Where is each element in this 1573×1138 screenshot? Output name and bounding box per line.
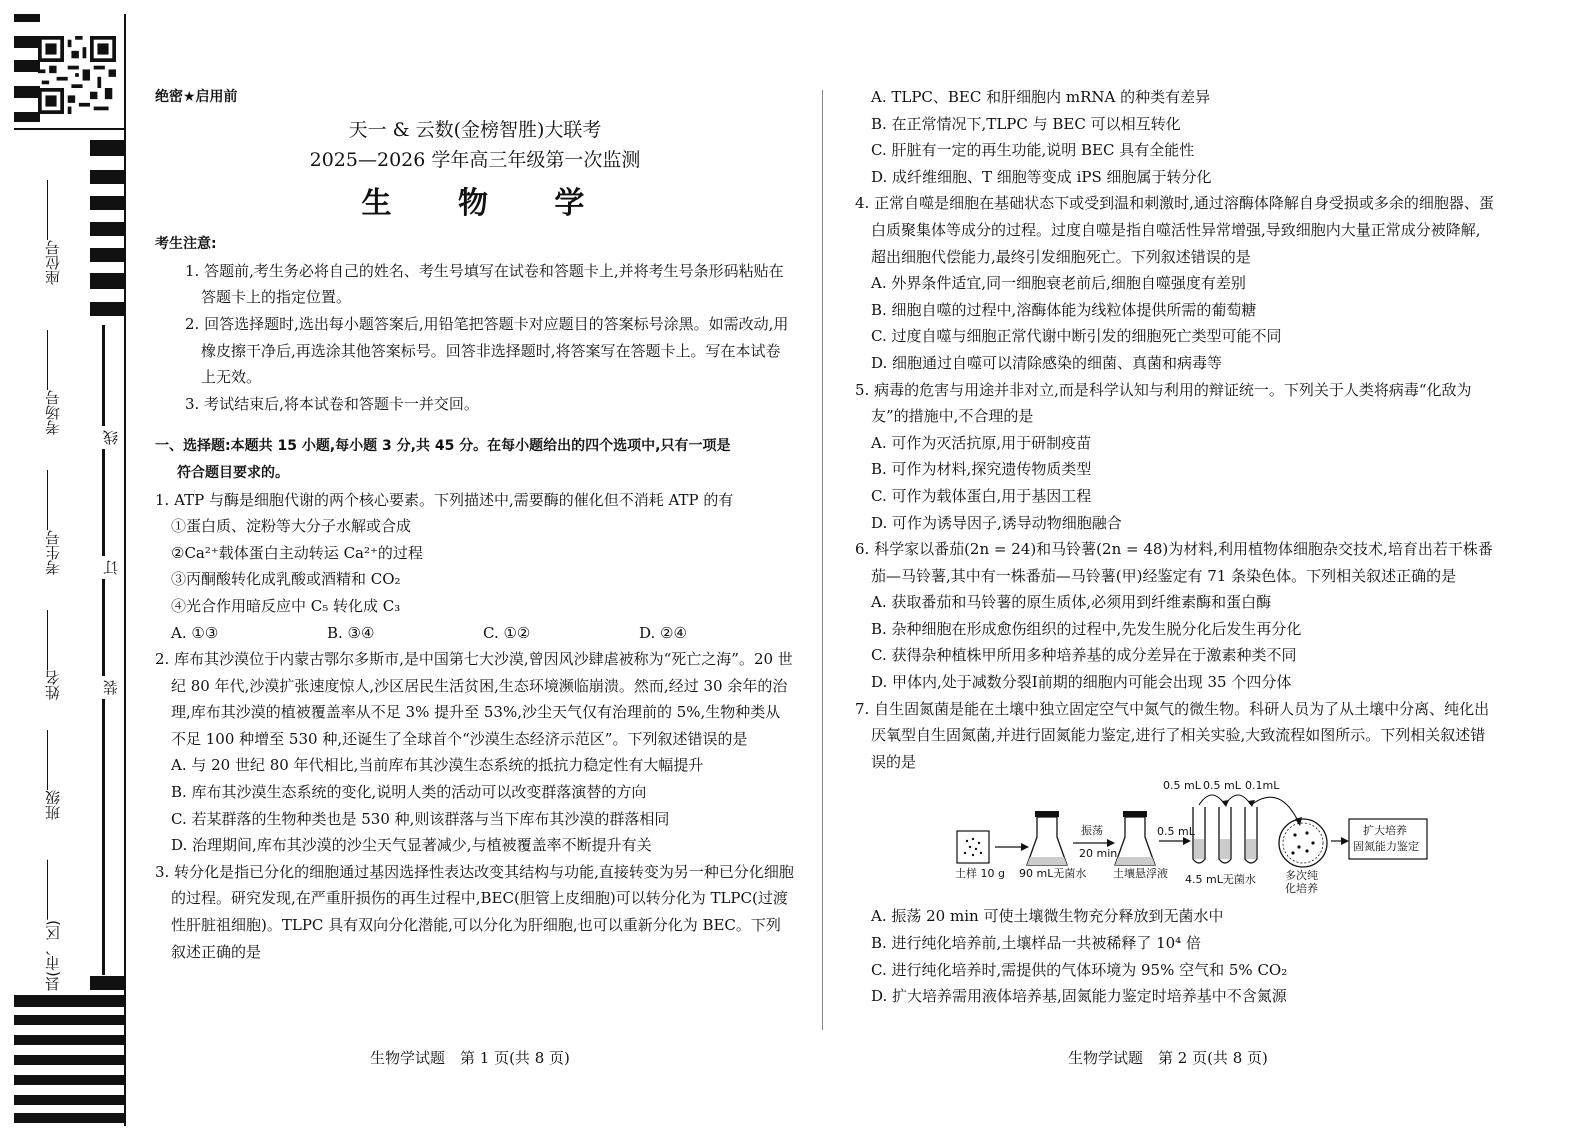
binding-strip bbox=[0, 0, 130, 1138]
notice-item: 2. 回答选择题时,选出每小题答案后,用铅笔把答题卡对应题目的答案标号涂黑。如需改动,用橡皮擦干净后,再选涂其他答案标号。回答非选择题时,将答案写在答题卡上。写在本试卷上无效。 bbox=[185, 314, 789, 387]
question-1 bbox=[155, 487, 795, 647]
question-item: ③丙酮酸转化成乳酸或酒精和 CO₂ bbox=[171, 570, 401, 589]
soil-dots bbox=[964, 838, 982, 856]
label-box-2: 固氮能力鉴定 bbox=[1353, 840, 1419, 854]
option-b: B. 进行纯化培养前,土壤样品一共被稀释了 10⁴ 倍 bbox=[871, 934, 1201, 953]
notice-list bbox=[155, 258, 795, 418]
option-d: D. 甲体内,处于减数分裂Ⅰ前期的细胞内可能会出现 35 个四分体 bbox=[871, 673, 1292, 692]
left-barcode bbox=[14, 14, 40, 144]
bind-mark-xian: 线 bbox=[100, 426, 121, 449]
question-item: ②Ca²⁺载体蛋白主动转运 Ca²⁺的过程 bbox=[171, 543, 423, 562]
label-shake-1: 振荡 bbox=[1081, 824, 1103, 838]
option-d: D. 成纤维细胞、T 细胞等变成 iPS 细胞属于转分化 bbox=[871, 167, 1212, 186]
label-box-1: 扩大培养 bbox=[1363, 824, 1407, 838]
field-name[interactable]: 姓名 bbox=[42, 610, 63, 700]
option-b: B. 可作为材料,探究遗传物质类型 bbox=[871, 460, 1092, 479]
option-d: D. 可作为诱导因子,诱导动物细胞融合 bbox=[871, 513, 1122, 532]
field-candidate-number[interactable]: 考生号 bbox=[42, 470, 63, 575]
exam-name: 2025—2026 学年高三年级第一次监测 bbox=[309, 148, 641, 171]
question-7 bbox=[855, 696, 1495, 1010]
option-b: B. 在正常情况下,TLPC 与 BEC 可以相互转化 bbox=[871, 114, 1181, 133]
label-transfer: 0.5 mL bbox=[1157, 825, 1195, 839]
option-b: B. ③④ bbox=[327, 623, 375, 642]
label-top-vol-1: 0.5 mL bbox=[1163, 779, 1201, 793]
label-dish-1: 多次纯 bbox=[1285, 869, 1318, 883]
bind-mark-ding: 订 bbox=[100, 556, 121, 579]
question-5 bbox=[855, 377, 1495, 537]
option-c: C. 可作为载体蛋白,用于基因工程 bbox=[871, 486, 1092, 505]
option-c: C. 若某群落的生物种类也是 530 种,则该群落与当下库布其沙漠的群落相同 bbox=[171, 809, 670, 828]
notice-item: 1. 答题前,考生务必将自己的姓名、考生号填写在试卷和答题卡上,并将考生号条形码粘贴在答题卡上的指定位置。 bbox=[185, 261, 784, 307]
question-3 bbox=[155, 859, 795, 965]
option-row bbox=[155, 620, 795, 647]
section-heading: 一、选择题:本题共 15 小题,每小题 3 分,共 45 分。在每小题给出的四个选项中,只有一项是 符合题目要求的。 bbox=[155, 438, 731, 481]
question-stem: 2. 库布其沙漠位于内蒙古鄂尔多斯市,是中国第七大沙漠,曾因风沙肆虐被称为“死亡之海”。20 世纪 80 年代,沙漠扩张速度惊人,沙区居民生活贫困,生态环境濒临崩溃。然而,经过 30 余年的治理,库布其沙漠的植被覆盖率从不足 3% 提升至 53%,沙尘天气仅有治理前的 5%,生物种类从不足 100 种增至 530 种,还诞生了全球首个“沙漠生态经济示范区”。下列叙述错误的是 bbox=[155, 650, 793, 748]
question-4 bbox=[855, 190, 1495, 376]
field-county[interactable]: 县(市、区) bbox=[42, 860, 63, 992]
option-c: C. 肝脏有一定的再生功能,说明 BEC 具有全能性 bbox=[871, 141, 1195, 160]
option-a: A. 获取番茄和马铃薯的原生质体,必须用到纤维素酶和蛋白酶 bbox=[871, 593, 1272, 612]
option-c: C. 进行纯化培养时,需提供的气体环境为 95% 空气和 5% CO₂ bbox=[871, 960, 1288, 979]
option-a: A. TLPC、BEC 和肝细胞内 mRNA 的种类有差异 bbox=[871, 88, 1211, 106]
experiment-flow-diagram bbox=[855, 779, 1495, 897]
question-item: ④光合作用暗反应中 C₅ 转化成 C₃ bbox=[171, 596, 401, 615]
subject-title: 生 物 学 bbox=[361, 185, 613, 221]
question-stem: 5. 病毒的危害与用途并非对立,而是科学认知与利用的辩证统一。下列关于人类将病毒“化敌为友”的措施中,不合理的是 bbox=[855, 380, 1472, 426]
option-a: A. 与 20 世纪 80 年代相比,当前库布其沙漠生态系统的抵抗力稳定性有大幅提升 bbox=[171, 756, 704, 775]
label-shake-2: 20 min bbox=[1079, 847, 1118, 861]
label-top-vol-3: 0.1mL bbox=[1245, 779, 1280, 793]
page-2 bbox=[855, 84, 1495, 1010]
page-1-footer: 生物学试题 第 1 页(共 8 页) bbox=[370, 1049, 570, 1067]
option-a: A. 振荡 20 min 可使土壤微生物充分释放到无菌水中 bbox=[871, 907, 1224, 926]
transfer-arrows bbox=[1199, 795, 1299, 823]
option-b: B. 杂种细胞在形成愈伤组织的过程中,先发生脱分化后发生再分化 bbox=[871, 619, 1302, 638]
option-c: C. ①② bbox=[483, 623, 531, 642]
notice-item: 3. 考试结束后,将本试卷和答题卡一并交回。 bbox=[185, 394, 479, 413]
option-d: D. ②④ bbox=[639, 623, 687, 642]
option-d: D. 细胞通过自噬可以清除感染的细菌、真菌和病毒等 bbox=[871, 353, 1223, 372]
option-b: B. 细胞自噬的过程中,溶酶体能为线粒体提供所需的葡萄糖 bbox=[871, 300, 1257, 319]
label-tubes: 4.5 mL无菌水 bbox=[1185, 873, 1256, 887]
label-flask-2: 土壤悬浮液 bbox=[1113, 867, 1168, 881]
option-b: B. 库布其沙漠生态系统的变化,说明人类的活动可以改变群落演替的方向 bbox=[171, 783, 647, 802]
question-stem: 3. 转分化是指已分化的细胞通过基因选择性表达改变其结构与功能,直接转变为另一种已分化细胞的过程。研究发现,在严重肝损伤的再生过程中,BEC(胆管上皮细胞)可以转分化为 TLPC(过渡性肝脏祖细胞)。TLPC 具有双向分化潜能,可以分化为肝细胞,也可以重新分化为 BEC。下列叙述正确的是 bbox=[155, 862, 794, 961]
secret-label: 绝密★启用前 bbox=[155, 89, 238, 105]
option-c: C. 过度自噬与细胞正常代谢中断引发的细胞死亡类型可能不同 bbox=[871, 327, 1282, 346]
petri-dish bbox=[1279, 819, 1327, 867]
page-1 bbox=[155, 84, 795, 965]
option-c: C. 获得杂种植株甲所用多种培养基的成分差异在于激素种类不同 bbox=[871, 646, 1297, 665]
page-2-footer: 生物学试题 第 2 页(共 8 页) bbox=[1068, 1049, 1268, 1067]
option-d: D. 治理期间,库布其沙漠的沙尘天气显著减少,与植被覆盖率不断提升有关 bbox=[171, 836, 652, 855]
question-stem: 7. 自生固氮菌是能在土壤中独立固定空气中氮气的微生物。科研人员为了从土壤中分离、纯化出厌氧型自生固氮菌,并进行固氮能力鉴定,进行了相关实验,大致流程如图所示。下列相关叙述错误的是 bbox=[855, 699, 1490, 771]
question-6 bbox=[855, 536, 1495, 696]
question-stem: 1. ATP 与酶是细胞代谢的两个核心要素。下列描述中,需要酶的催化但不消耗 ATP 的有 bbox=[155, 490, 734, 509]
question-stem: 6. 科学家以番茄(2n = 24)和马铃薯(2n = 48)为材料,利用植物体细胞杂交技术,培育出若干株番茄—马铃薯,其中有一株番茄—马铃薯(甲)经鉴定有 71 条染色体。下列相关叙述正确的是 bbox=[855, 540, 1493, 585]
field-class[interactable]: 班级 bbox=[42, 730, 63, 820]
bind-mark-zhuang: 装 bbox=[100, 676, 121, 699]
label-soil: 土样 10 g bbox=[955, 867, 1005, 881]
option-a: A. 外界条件适宜,同一细胞衰老前后,细胞自噬强度有差别 bbox=[871, 274, 1246, 293]
soil-sample-box bbox=[957, 831, 989, 863]
field-seat[interactable]: 座位号 bbox=[42, 180, 63, 285]
exam-org: 天一 & 云数(金榜智胜)大联考 bbox=[348, 118, 602, 141]
question-2 bbox=[155, 646, 795, 859]
qr-code bbox=[38, 36, 116, 114]
question-stem: 4. 正常自噬是细胞在基础状态下或受到温和刺激时,通过溶酶体降解自身受损或多余的细胞器、蛋白质聚集体等成分的过程。过度自噬是指自噬活性异常增强,导致细胞内大量正常成分被降解,超出细胞代偿能力,最终引发细胞死亡。下列叙述错误的是 bbox=[855, 194, 1494, 266]
option-a: A. 可作为灭活抗原,用于研制疫苗 bbox=[871, 433, 1092, 452]
bottom-barcode bbox=[14, 995, 126, 1125]
option-d: D. 扩大培养需用液体培养基,固氮能力鉴定时培养基中不含氮源 bbox=[871, 987, 1287, 1006]
question-item: ①蛋白质、淀粉等大分子水解或合成 bbox=[171, 517, 412, 536]
field-exam-room[interactable]: 考场号 bbox=[42, 330, 63, 435]
label-flask-1: 90 mL无菌水 bbox=[1019, 867, 1087, 881]
option-a: A. ①③ bbox=[171, 623, 219, 642]
label-top-vol-2: 0.5 mL bbox=[1203, 779, 1241, 793]
label-dish-2: 化培养 bbox=[1285, 882, 1318, 896]
column-divider bbox=[822, 90, 823, 1030]
flow-diagram-shapes bbox=[855, 779, 1495, 897]
notice-title: 考生注意: bbox=[155, 236, 217, 253]
